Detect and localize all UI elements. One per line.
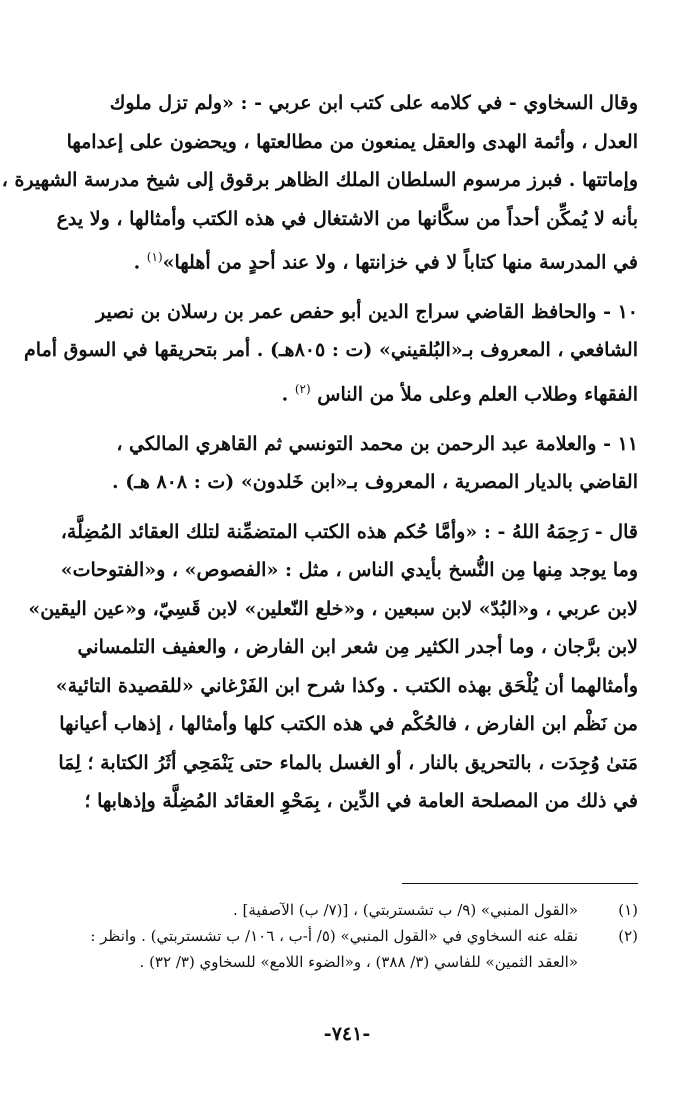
text-line: القاضي بالديار المصرية ، المعروف بـ«ابن خَلدون» (ت : ٨٠٨ هـ) . bbox=[112, 471, 638, 494]
sentence-end: . bbox=[281, 383, 295, 406]
text-line bbox=[52, 370, 638, 414]
text-line: قال - رَحِمَهُ اللهُ - : «وأمَّا حُكم هذه الكتب المتضمِّنة لتلك العقائد المُضِلَّة، bbox=[60, 520, 638, 543]
sentence-end: . bbox=[133, 251, 147, 274]
text-line: في ذلك من المصلحة العامة في الدِّين ، بِمَحْوِ العقائد المُضِلَّة وإذهابها ؛ bbox=[84, 790, 638, 813]
text-line: ١٠ - والحافظ القاضي سراج الدين أبو حفص عمر بن رسلان بن نصير bbox=[96, 300, 638, 323]
footnote-line: نقله عنه السخاوي في «القول المنبي» (٥/ أ-ب ، ١٠٦/ ب تشستربتي) . وانظر : bbox=[90, 927, 578, 945]
text-line: وأمثالهما أن يُلْحَق بهذه الكتب . وكذا شرح ابن الفَرْغاني «للقصيدة التائية» bbox=[55, 674, 638, 697]
footnote-number: (٢) bbox=[618, 927, 638, 945]
text-line: مَتىٰ وُجِدَت ، بالتحريق بالنار ، أو الغسل بالماء حتى يَنْمَحِي أثَرُ الكتابة ؛ لِمَا bbox=[58, 751, 638, 774]
text-line-content: في المدرسة منها كتاباً لا في خزانتها ، ولا عند أحدٍ من أهلها» bbox=[162, 251, 638, 274]
footnote-text bbox=[52, 897, 578, 923]
footnote-2 bbox=[52, 923, 638, 975]
text-line: وقال السخاوي - في كلامه على كتب ابن عربي - : «ولم تزل ملوك bbox=[109, 92, 638, 114]
text-line: الشافعي ، المعروف بـ«البُلقيني» (ت : ٨٠٥هـ) . أمر بتحريقها في السوق أمام bbox=[24, 339, 638, 362]
footnote-line: «العقد الثمين» للفاسي (٣/ ٣٨٨) ، و«الضوء اللامع» للسخاوي (٣/ ٣٢) . bbox=[139, 953, 578, 971]
page-number: -٧٤١- bbox=[323, 1023, 371, 1045]
footnote-1 bbox=[52, 897, 638, 923]
text-line: ١١ - والعلامة عبد الرحمن بن محمد التونسي ثم القاهري المالكي ، bbox=[116, 432, 638, 455]
text-line: لابن عربي ، و«البُدّ» لابن سبعين ، و«خلع النّعلين» لابن قَسِيّ، و«عين اليقين» bbox=[28, 597, 638, 620]
text-line: وما يوجد مِنها مِن النُّسخ بأيدي الناس ، مثل : «الفصوص» ، و«الفتوحات» bbox=[60, 559, 638, 582]
footnote-reference: (١) bbox=[146, 250, 163, 264]
text-line: لابن برَّجان ، وما أجدر الكثير مِن شعر ابن الفارض ، والعفيف التلمساني bbox=[77, 636, 638, 659]
paragraph-item-11 bbox=[52, 425, 638, 502]
text-line: العدل ، وأئمة الهدى والعقل يمنعون من مطالعتها ، ويحضون على إعدامها bbox=[66, 130, 638, 153]
text-line bbox=[52, 238, 638, 282]
text-line: وإماتتها . فبرز مرسوم السلطان الملك الظاهر برقوق إلى شيخ مدرسة الشهيرة ، bbox=[1, 169, 638, 191]
paragraph-item-10 bbox=[24, 293, 638, 414]
footnotes bbox=[52, 897, 638, 975]
paragraph-sakhawi-quote bbox=[1, 84, 638, 282]
footnote-reference: (٢) bbox=[294, 381, 311, 396]
footnote-text bbox=[52, 923, 578, 975]
paragraph-ruling-quote bbox=[28, 513, 638, 821]
text-line: بأنه لا يُمكِّن أحداً من سكَّانها من الاشتغال في هذه الكتب وأمثالها ، ولا يدع bbox=[56, 207, 638, 230]
footnote-divider bbox=[402, 883, 638, 884]
footnote-line: «القول المنبي» (٩/ ب تشستربتي) ، [(٧/ ب) الآصفية] . bbox=[233, 901, 578, 919]
footnote-number: (١) bbox=[618, 901, 638, 919]
text-line: من نَظْم ابن الفارض ، فالحُكْم في هذه الكتب كلها وأمثالها ، إذهاب أعيانها bbox=[59, 713, 638, 736]
text-line-content: الفقهاء وطلاب العلم وعلى ملأ من الناس bbox=[317, 383, 638, 406]
